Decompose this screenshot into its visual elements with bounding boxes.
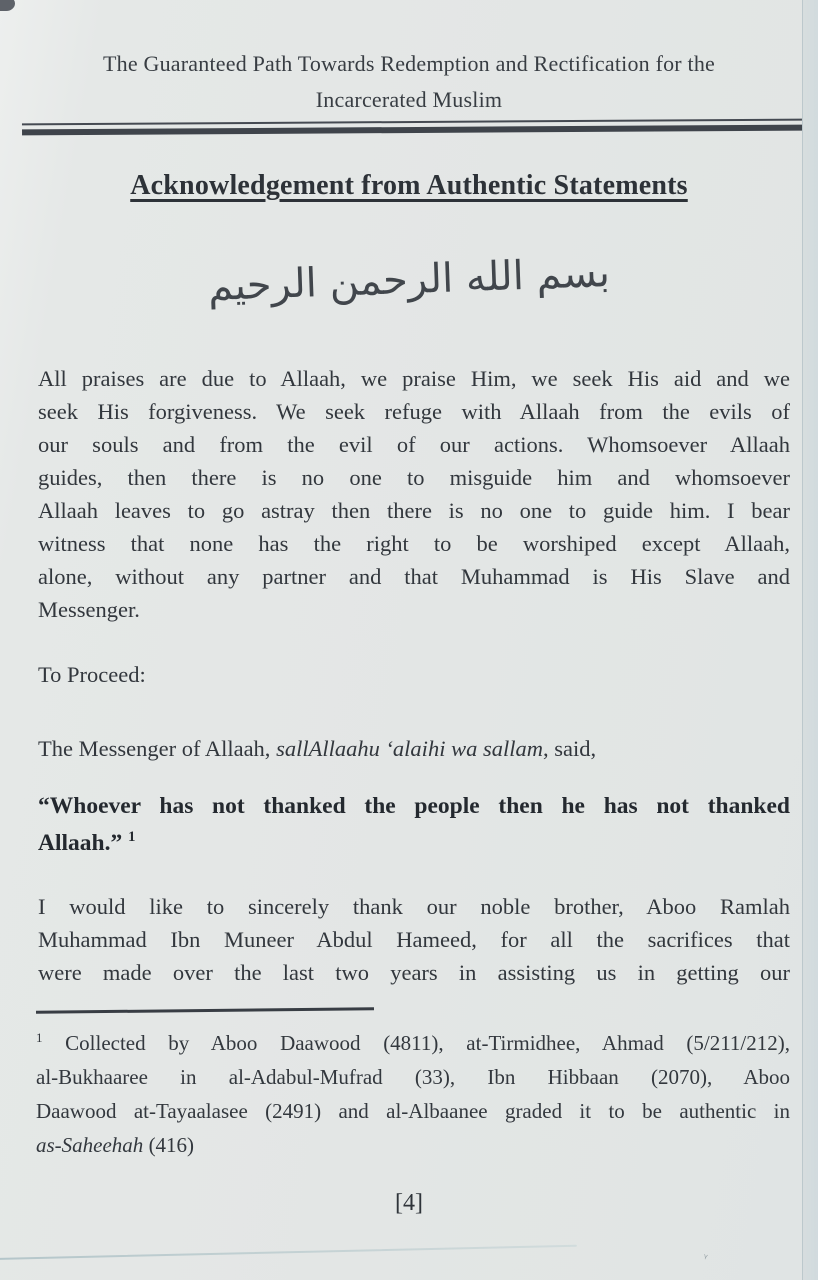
paragraph-line: Muhammad Ibn Muneer Abdul Hameed, for all the sacrifices that xyxy=(38,927,790,952)
hadith-quote-end: Allaah.” xyxy=(38,830,129,856)
footnote-marker: 1 xyxy=(36,1030,43,1045)
paragraph-line: witness that none has the right to be worshiped except Allaah, xyxy=(38,531,790,556)
attribution-prefix: The Messenger of Allaah, xyxy=(38,736,277,761)
to-proceed-line: To Proceed: xyxy=(38,662,146,687)
running-header-line2: Incarcerated Muslim xyxy=(315,87,503,112)
running-header-line1: The Guaranteed Path Towards Redemption and Rectification for the xyxy=(103,51,715,76)
footnote-line xyxy=(36,1128,790,1162)
hadith-attribution xyxy=(38,732,790,765)
paragraph-thanks xyxy=(38,890,790,989)
page-number: [4] xyxy=(395,1190,423,1216)
basmala-calligraphy: بسم الله الرحمن الرحيم xyxy=(207,249,611,311)
paragraph-line: seek His forgiveness. We seek refuge with Allaah from the evils of xyxy=(38,399,790,424)
paragraph-line: our souls and from the evil of our actions. Whomsoever Allaah xyxy=(38,432,790,457)
footnote-text: (416) xyxy=(143,1133,195,1157)
paragraph-line: Allaah leaves to go astray then there is no one to guide him. I bear xyxy=(38,498,790,523)
footnote-line: al-Bukhaaree in al-Adabul-Mufrad (33), Ibn Hibbaan (2070), Aboo xyxy=(36,1065,790,1089)
footnote-reference: 1 xyxy=(128,829,136,846)
paragraph-line: were made over the last two years in assisting us in getting our xyxy=(38,960,790,985)
footnote-line xyxy=(36,1026,790,1060)
page-edge-shadow xyxy=(802,0,818,1280)
footnote-text: Collected by Aboo Daawood (4811), at-Tirmidhee, Ahmad (5/211/212), xyxy=(42,1031,790,1055)
footnote-line: Daawood at-Tayaalasee (2491) and al-Albaanee graded it to be authentic in xyxy=(36,1099,790,1123)
paragraph-line: Messenger. xyxy=(38,597,140,622)
scan-corner-mark xyxy=(0,0,15,11)
paragraph-line: guides, then there is no one to misguide him and whomsoever xyxy=(38,465,790,490)
footnote xyxy=(36,1026,790,1162)
section-title-text: Acknowledgement from Authentic Statements xyxy=(130,170,688,201)
header-divider-rule xyxy=(22,119,802,136)
paragraph-line: I would like to sincerely thank our noble brother, Aboo Ramlah xyxy=(38,894,790,919)
attribution-suffix: , said, xyxy=(542,736,597,761)
footnote-separator-rule xyxy=(36,1007,374,1014)
scan-speck: ᵧ xyxy=(702,1247,710,1262)
attribution-transliteration: sallAllaahu ‘alaihi wa sallam xyxy=(276,736,543,761)
hadith-quote-line: “Whoever has not thanked the people then he has not thanked xyxy=(38,793,790,819)
paragraph-praise xyxy=(38,362,790,626)
hadith-quote xyxy=(38,788,790,862)
paragraph-line: alone, without any partner and that Muhammad is His Slave and xyxy=(38,564,790,589)
hadith-quote-line xyxy=(38,825,790,862)
footnote-book-title: as-Saheehah xyxy=(36,1133,144,1157)
section-title xyxy=(34,170,784,202)
paragraph-line: All praises are due to Allaah, we praise Him, we seek His aid and we xyxy=(38,366,790,391)
running-header xyxy=(34,46,784,118)
scan-curl-line xyxy=(0,1245,577,1260)
